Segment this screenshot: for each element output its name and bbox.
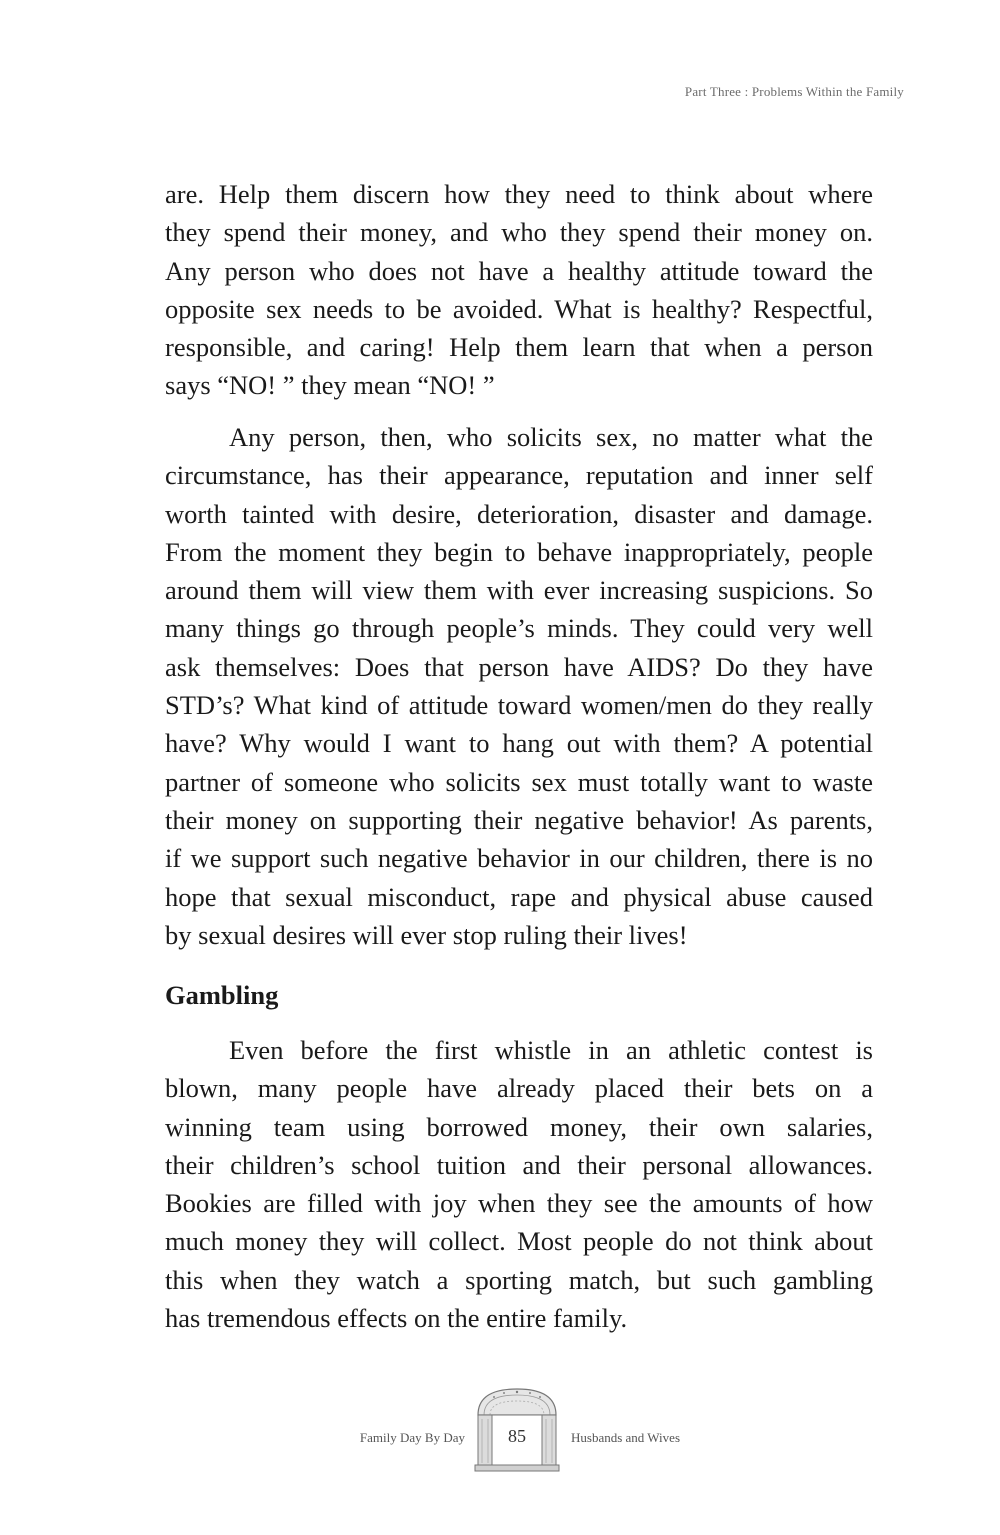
text-line: opposite sex needs to be avoided. What is healthy? Respectful, [165, 293, 873, 324]
text-line: ask themselves: Does that person have AIDS? Do they have [165, 651, 873, 682]
text-line: are. Help them discern how they need to think about where [165, 179, 873, 209]
text-line: STD’s? What kind of attitude toward women/men do they really [165, 690, 873, 721]
paragraph-1 [165, 175, 873, 405]
text-line: partner of someone who solicits sex must totally want to waste [165, 766, 873, 797]
text-line: they spend their money, and who they spend their money on. [165, 217, 873, 248]
text-line: have? Why would I want to hang out with them? A potential [165, 728, 873, 759]
running-header: Part Three : Problems Within the Family [684, 84, 904, 99]
text-line: Bookies are filled with joy when they see the amounts of how [165, 1188, 873, 1219]
text-line: has tremendous effects on the entire family. [165, 1303, 628, 1334]
page-footer [0, 1380, 1000, 1490]
text-line: their children’s school tuition and their personal allowances. [165, 1149, 873, 1180]
paragraph-3 [165, 1031, 873, 1337]
page-number: 85 [508, 1426, 526, 1446]
footer-book-title: Family Day By Day [359, 1430, 465, 1445]
section-heading: Gambling [165, 980, 279, 1010]
footer-chapter-title: Husbands and Wives [571, 1430, 681, 1445]
text-line: winning team using borrowed money, their own salaries, [165, 1111, 873, 1142]
text-line: worth tainted with desire, deterioration, disaster and damage. [165, 498, 873, 529]
paragraph-2 [165, 418, 873, 954]
text-line: their money on supporting their negative behavior! As parents, [165, 804, 873, 835]
text-line: says “NO! ” they mean “NO! ” [165, 370, 495, 401]
text-line: From the moment they begin to behave inappropriately, people [165, 536, 873, 567]
text-line: blown, many people have already placed their bets on a [165, 1073, 873, 1104]
text-line: by sexual desires will ever stop ruling their lives! [165, 919, 688, 950]
text-line: if we support such negative behavior in our children, there is no [165, 843, 873, 874]
text-line: circumstance, has their appearance, reputation and inner self [165, 460, 873, 491]
text-line: Any person who does not have a healthy attitude toward the [165, 255, 873, 286]
text-line: around them will view them with ever increasing suspicions. So [165, 575, 873, 606]
text-line: Even before the first whistle in an athletic contest is [229, 1035, 873, 1065]
text-line: Any person, then, who solicits sex, no matter what the [229, 422, 873, 452]
text-line: hope that sexual misconduct, rape and physical abuse caused [165, 881, 873, 912]
text-line: responsible, and caring! Help them learn that when a person [165, 332, 873, 363]
text-line: many things go through people’s minds. They could very well [165, 613, 873, 644]
text-line: much money they will collect. Most people do not think about [165, 1226, 873, 1257]
text-line: this when they watch a sporting match, but such gambling [165, 1264, 873, 1295]
